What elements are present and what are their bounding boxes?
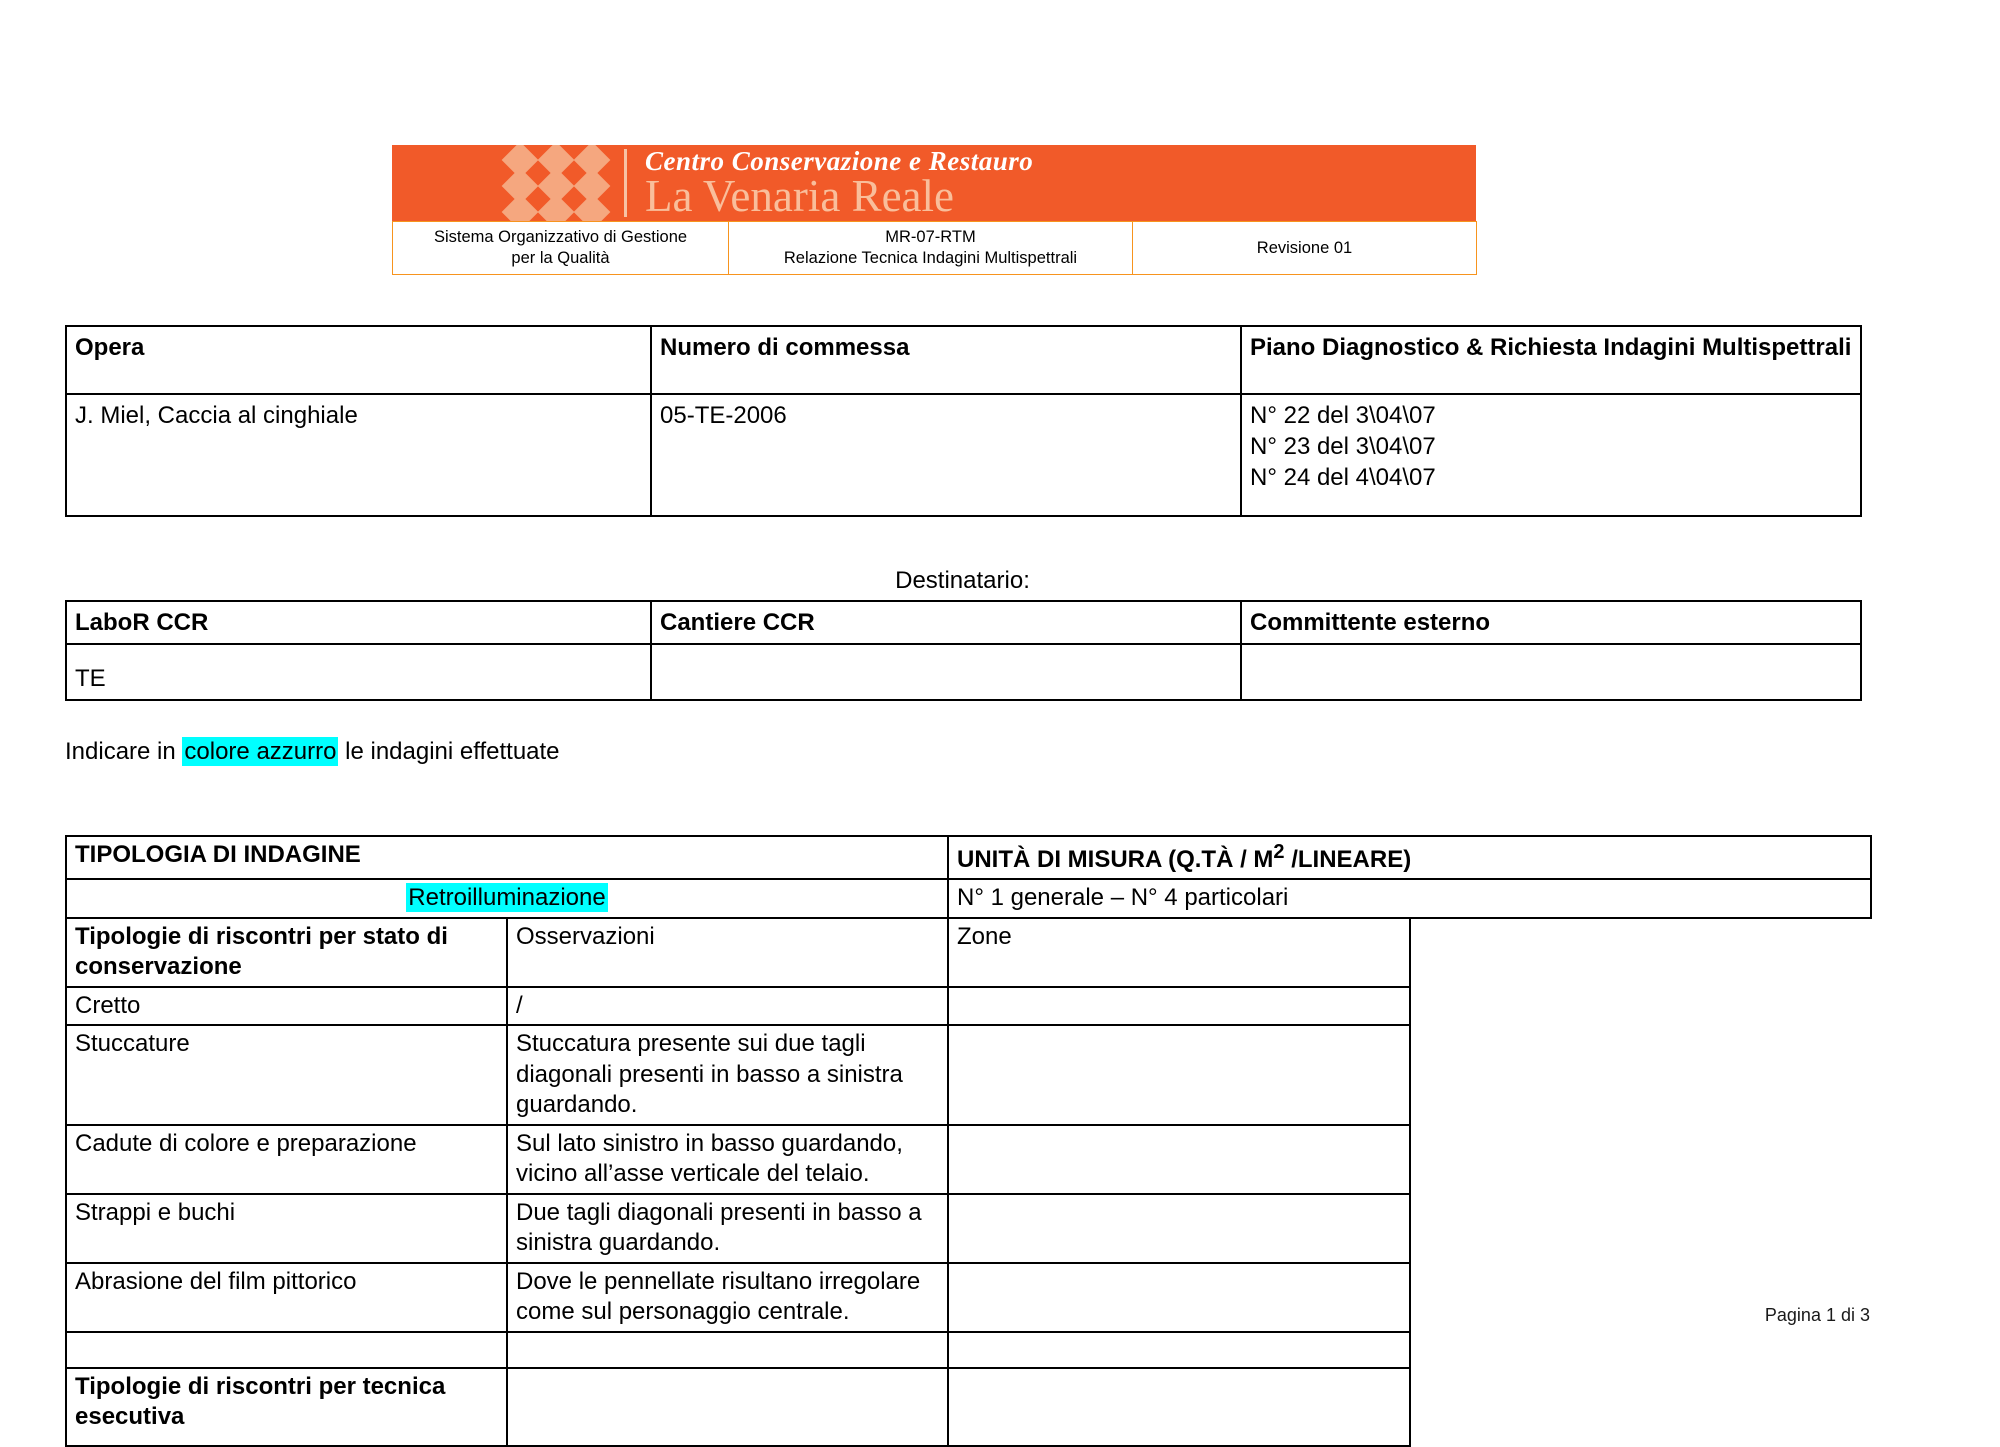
subheader-cell-system — [393, 222, 729, 275]
row-tipologia-tecnica-esecutiva: Tipologie di riscontri per tecnica esecutiva — [66, 1368, 507, 1446]
opera-table-data-row — [66, 394, 1861, 516]
subheader-cell-revision: Revisione 01 — [1133, 222, 1477, 275]
indagine-subheader-row — [66, 918, 1871, 987]
destinatario-table — [65, 600, 1862, 701]
document-subheader-table — [392, 221, 1477, 275]
row-tipologia: Strappi e buchi — [66, 1194, 507, 1263]
piano-line: N° 22 del 3\04\07 — [1250, 402, 1436, 429]
subheader-doc-title: Relazione Tecnica Indagini Multispettrali — [783, 249, 1078, 268]
opera-header-piano: Piano Diagnostico & Richiesta Indagini Multispettrali — [1241, 326, 1861, 394]
row-tipologia: Stuccature — [66, 1025, 507, 1124]
row-osservazione — [507, 1332, 948, 1368]
subheader-cell-document-code — [729, 222, 1133, 275]
row-tipologia: Cadute di colore e preparazione — [66, 1125, 507, 1194]
destinatario-caption: Destinatario: — [895, 567, 1030, 594]
destinatario-header-committente: Committente esterno — [1241, 601, 1861, 644]
opera-header-numero: Numero di commessa — [651, 326, 1241, 394]
row-zona — [948, 1368, 1410, 1446]
unita-superscript: 2 — [1273, 841, 1285, 863]
unita-text-start: UNITÀ DI MISURA (Q.TÀ / M — [957, 846, 1274, 873]
subheader-system-line1: Sistema Organizzativo di Gestione — [433, 228, 688, 246]
indagine-header-unita — [948, 836, 1871, 879]
row-zona — [948, 1025, 1410, 1124]
note-suffix: le indagini effettuate — [338, 738, 560, 765]
banner-title-line2: La Venaria Reale — [645, 170, 955, 221]
subheader-system-line2: per la Qualità — [511, 249, 610, 268]
logo-divider — [624, 149, 627, 217]
diamond-icon — [574, 194, 611, 221]
banner-title-line1: Centro Conservazione e Restauro — [645, 146, 1034, 177]
subheader-row — [393, 222, 1477, 275]
note-prefix: Indicare in — [65, 738, 183, 765]
destinatario-header-cantiere: Cantiere CCR — [651, 601, 1241, 644]
row-osservazione: Sul lato sinistro in basso guardando, vicino all’asse verticale del telaio. — [507, 1125, 948, 1194]
technique-highlight: Retroilluminazione — [408, 884, 606, 912]
row-zona — [948, 1332, 1410, 1368]
row-osservazione: Dove le pennellate risultano irregolare come sul personaggio centrale. — [507, 1263, 948, 1332]
page-footer: Pagina 1 di 3 — [1764, 1305, 1870, 1325]
banner-text — [641, 145, 1476, 221]
opera-value-numero: 05-TE-2006 — [651, 394, 1241, 516]
destinatario-data-row — [66, 644, 1861, 700]
note-highlight: colore azzurro — [184, 738, 337, 765]
row-tipologia: Cretto — [66, 987, 507, 1025]
destinatario-value-committente — [1241, 644, 1861, 700]
document-header — [392, 145, 1476, 275]
indagine-technique-name — [66, 879, 948, 917]
piano-line: N° 24 del 4\04\07 — [1250, 464, 1436, 492]
destinatario-value-labor: TE — [66, 644, 651, 700]
instruction-note — [65, 738, 560, 766]
indagine-header-row — [66, 836, 1871, 879]
organization-banner — [392, 145, 1476, 221]
row-osservazione: / — [507, 987, 948, 1025]
table-row — [66, 987, 1871, 1025]
indagine-subheader-zone: Zone — [948, 918, 1410, 987]
row-osservazione: Stuccatura presente sui due tagli diagonali presenti in basso a sinistra guardando. — [507, 1025, 948, 1124]
unita-text-end: /LINEARE) — [1284, 846, 1412, 873]
piano-line: N° 23 del 3\04\07 — [1250, 433, 1436, 461]
table-row — [66, 1025, 1871, 1124]
destinatario-header-labor: LaboR CCR — [66, 601, 651, 644]
indagine-table — [65, 835, 1872, 1447]
row-tipologia — [66, 1332, 507, 1368]
opera-header-opera: Opera — [66, 326, 651, 394]
row-tipologia: Abrasione del film pittorico — [66, 1263, 507, 1332]
table-row — [66, 1332, 1871, 1368]
row-zona — [948, 1125, 1410, 1194]
indagine-subheader-tipologie: Tipologie di riscontri per stato di conservazione — [66, 918, 507, 987]
banner-left-spacer — [392, 145, 502, 221]
opera-value-opera: J. Miel, Caccia al cinghiale — [66, 394, 651, 516]
opera-table — [65, 325, 1862, 517]
opera-table-header-row — [66, 326, 1861, 394]
table-row — [66, 1125, 1871, 1194]
destinatario-header-row — [66, 601, 1861, 644]
indagine-header-tipologia: TIPOLOGIA DI INDAGINE — [66, 836, 948, 879]
opera-value-piano — [1241, 394, 1861, 516]
diamond-grid-logo-icon — [502, 145, 610, 221]
row-zona — [948, 1194, 1410, 1263]
subheader-doc-code: MR-07-RTM — [885, 228, 976, 246]
table-row — [66, 1194, 1871, 1263]
row-osservazione — [507, 1368, 948, 1446]
indagine-technique-row — [66, 879, 1871, 917]
row-osservazione: Due tagli diagonali presenti in basso a sinistra guardando. — [507, 1194, 948, 1263]
indagine-technique-unit: N° 1 generale – N° 4 particolari — [948, 879, 1871, 917]
indagine-subheader-osservazioni: Osservazioni — [507, 918, 948, 987]
destinatario-value-cantiere — [651, 644, 1241, 700]
diamond-icon — [502, 194, 539, 221]
diamond-icon — [538, 194, 575, 221]
table-row — [66, 1368, 1871, 1446]
row-zona — [948, 987, 1410, 1025]
